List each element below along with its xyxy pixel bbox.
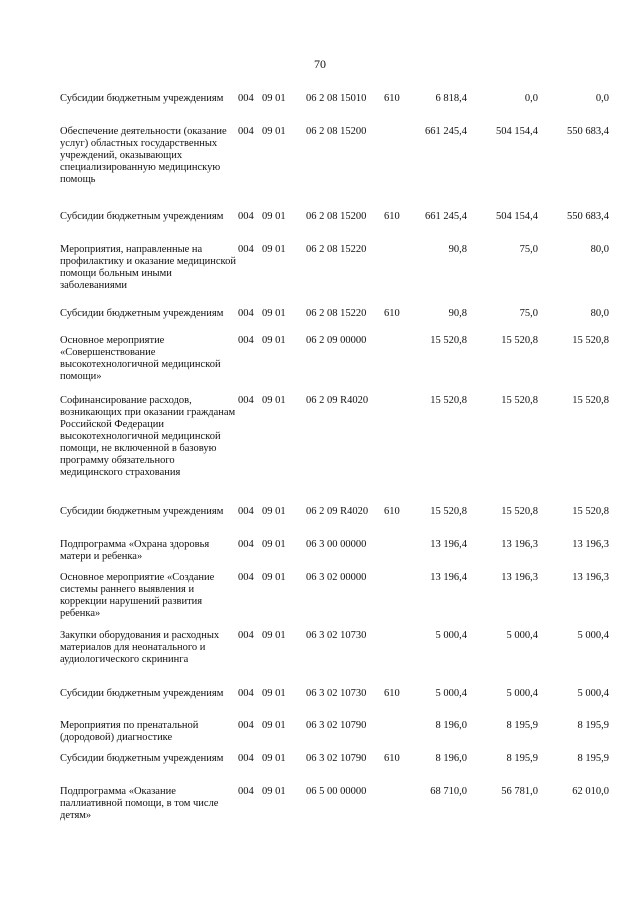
article-code: 06 2 09 R4020 [306,506,369,517]
amount-year-3: 15 520,8 [572,506,609,517]
amount-year-3: 15 520,8 [572,335,609,346]
section-code: 09 01 [262,506,286,517]
row-name: Мероприятия по пренатальной (дородовой) диагностике [60,720,199,743]
section-code: 09 01 [262,211,286,222]
expense-type-code: 610 [384,506,400,517]
row-name: Субсидии бюджетным учреждениям [60,93,224,104]
row-name: Субсидии бюджетным учреждениям [60,688,224,699]
section-code: 09 01 [262,335,286,346]
amount-year-1: 13 196,4 [430,539,467,550]
section-code: 09 01 [262,93,286,104]
amount-year-2: 56 781,0 [501,786,538,797]
amount-year-2: 504 154,4 [496,211,538,222]
amount-year-1: 15 520,8 [430,506,467,517]
article-code: 06 3 02 00000 [306,572,367,583]
amount-year-3: 13 196,3 [572,539,609,550]
amount-year-3: 550 683,4 [567,126,609,137]
amount-year-2: 8 195,9 [506,720,538,731]
section-code: 09 01 [262,786,286,797]
expense-type-code: 610 [384,753,400,764]
amount-year-1: 6 818,4 [435,93,467,104]
article-code: 06 2 09 00000 [306,335,367,346]
amount-year-1: 15 520,8 [430,335,467,346]
amount-year-3: 13 196,3 [572,572,609,583]
article-code: 06 3 02 10730 [306,688,367,699]
amount-year-1: 661 245,4 [425,126,467,137]
row-name: Мероприятия, направленные на профилактику и оказание медицинской помощи больным иными заболеваниями [60,244,236,291]
section-code: 09 01 [262,688,286,699]
row-name: Обеспечение деятельности (оказание услуг) областных государственных учреждений, оказывающих специализированную медицинскую помощь [60,126,227,185]
ministry-code: 004 [238,244,254,255]
amount-year-3: 5 000,4 [577,688,609,699]
row-name: Подпрограмма «Оказание паллиативной помощи, в том числе детям» [60,786,219,821]
amount-year-1: 5 000,4 [435,630,467,641]
amount-year-1: 90,8 [448,244,467,255]
amount-year-2: 0,0 [524,93,538,104]
article-code: 06 2 08 15010 [306,93,367,104]
section-code: 09 01 [262,126,286,137]
page-number: 70 [314,57,326,71]
article-code: 06 2 08 15220 [306,244,367,255]
article-code: 06 2 08 15200 [306,211,367,222]
ministry-code: 004 [238,630,254,641]
row-name: Подпрограмма «Охрана здоровья матери и ребенка» [60,539,210,562]
ministry-code: 004 [238,335,254,346]
expense-type-code: 610 [384,688,400,699]
ministry-code: 004 [238,308,254,319]
amount-year-2: 15 520,8 [501,395,538,406]
article-code: 06 2 08 15200 [306,126,367,137]
section-code: 09 01 [262,753,286,764]
amount-year-2: 15 520,8 [501,506,538,517]
ministry-code: 004 [238,688,254,699]
amount-year-2: 15 520,8 [501,335,538,346]
row-name: Субсидии бюджетным учреждениям [60,506,224,517]
amount-year-1: 90,8 [448,308,467,319]
amount-year-3: 80,0 [590,308,609,319]
article-code: 06 3 00 00000 [306,539,367,550]
amount-year-1: 15 520,8 [430,395,467,406]
article-code: 06 5 00 00000 [306,786,367,797]
amount-year-1: 5 000,4 [435,688,467,699]
row-name: Закупки оборудования и расходных материалов для неонатального и аудиологического скрининга [60,630,220,665]
amount-year-3: 5 000,4 [577,630,609,641]
ministry-code: 004 [238,126,254,137]
row-name: Субсидии бюджетным учреждениям [60,753,224,764]
ministry-code: 004 [238,395,254,406]
amount-year-3: 0,0 [595,93,609,104]
ministry-code: 004 [238,720,254,731]
amount-year-1: 13 196,4 [430,572,467,583]
section-code: 09 01 [262,395,286,406]
section-code: 09 01 [262,572,286,583]
ministry-code: 004 [238,786,254,797]
expense-type-code: 610 [384,308,400,319]
amount-year-1: 661 245,4 [425,211,467,222]
amount-year-1: 8 196,0 [435,720,467,731]
article-code: 06 3 02 10790 [306,720,367,731]
row-name: Субсидии бюджетным учреждениям [60,211,224,222]
ministry-code: 004 [238,506,254,517]
section-code: 09 01 [262,720,286,731]
amount-year-3: 15 520,8 [572,395,609,406]
amount-year-1: 68 710,0 [430,786,467,797]
row-name: Основное мероприятие «Совершенствование высокотехнологичной медицинской помощи» [60,335,221,382]
amount-year-2: 13 196,3 [501,539,538,550]
article-code: 06 2 08 15220 [306,308,367,319]
row-name: Софинансирование расходов, возникающих при оказании гражданам Российской Федерации высокотехнологичной медицинской помощи, не включенной в базовую программу обязательного медицинского страхования [60,395,236,478]
expense-type-code: 610 [384,211,400,222]
row-name: Субсидии бюджетным учреждениям [60,308,224,319]
section-code: 09 01 [262,539,286,550]
amount-year-2: 5 000,4 [506,630,538,641]
section-code: 09 01 [262,244,286,255]
amount-year-1: 8 196,0 [435,753,467,764]
ministry-code: 004 [238,753,254,764]
ministry-code: 004 [238,539,254,550]
row-name: Основное мероприятие «Создание системы раннего выявления и коррекции нарушений развития ребенка» [60,572,215,619]
ministry-code: 004 [238,211,254,222]
section-code: 09 01 [262,308,286,319]
article-code: 06 3 02 10730 [306,630,367,641]
amount-year-2: 75,0 [519,244,538,255]
expense-type-code: 610 [384,93,400,104]
article-code: 06 3 02 10790 [306,753,367,764]
amount-year-2: 8 195,9 [506,753,538,764]
amount-year-2: 504 154,4 [496,126,538,137]
amount-year-3: 80,0 [590,244,609,255]
ministry-code: 004 [238,572,254,583]
amount-year-3: 8 195,9 [577,753,609,764]
amount-year-2: 13 196,3 [501,572,538,583]
section-code: 09 01 [262,630,286,641]
article-code: 06 2 09 R4020 [306,395,369,406]
amount-year-3: 8 195,9 [577,720,609,731]
amount-year-2: 75,0 [519,308,538,319]
amount-year-3: 550 683,4 [567,211,609,222]
ministry-code: 004 [238,93,254,104]
amount-year-2: 5 000,4 [506,688,538,699]
amount-year-3: 62 010,0 [572,786,609,797]
